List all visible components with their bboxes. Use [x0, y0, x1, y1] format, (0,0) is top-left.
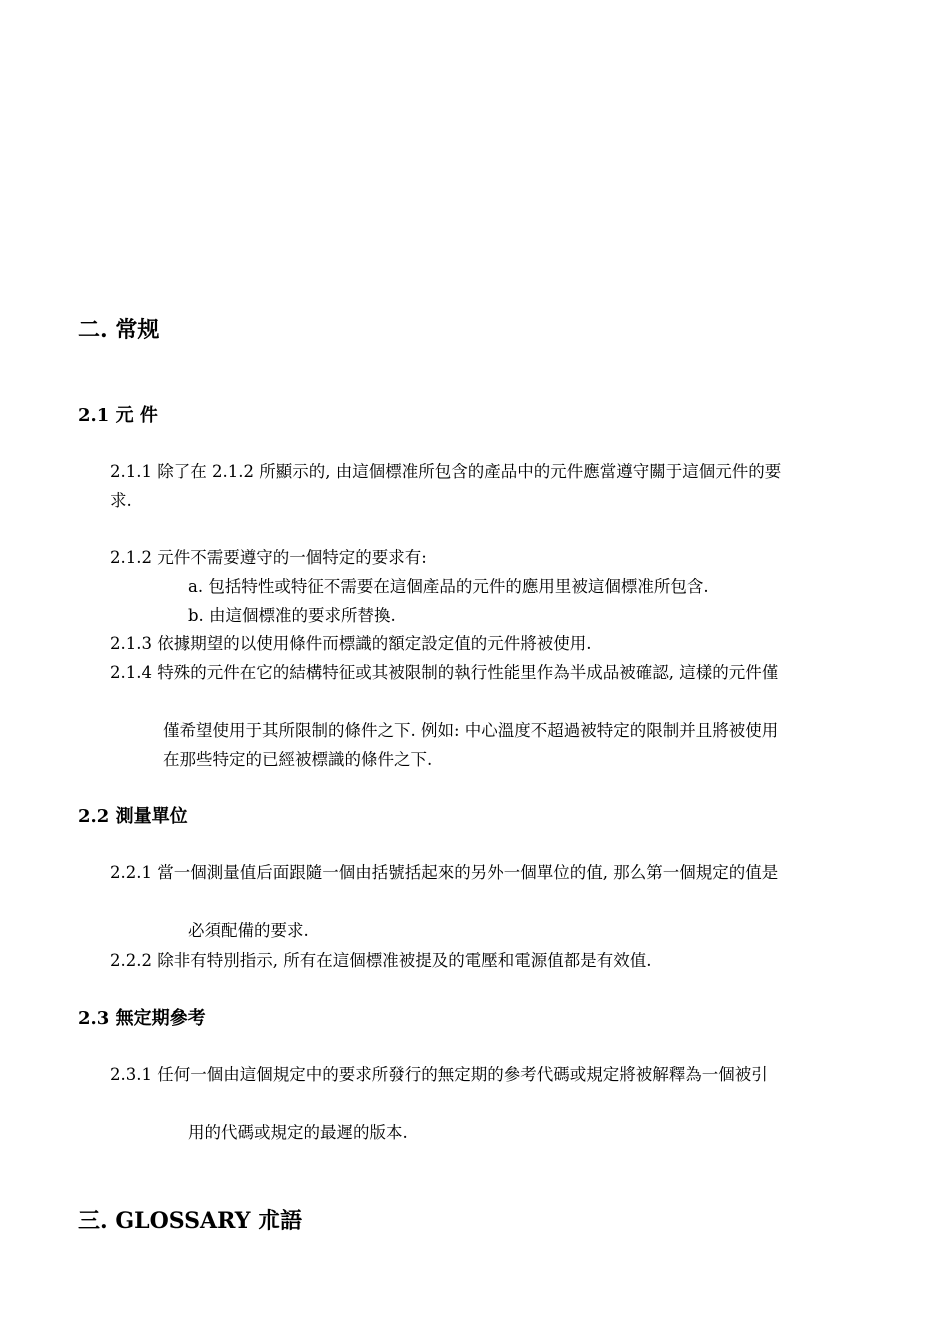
section-3-heading: 三. GLOSSARY 朮語: [78, 1208, 303, 1234]
clause-2-1-2-b: b. 由這個標准的要求所替換.: [188, 606, 396, 625]
section-2-2-heading: 2.2 測量單位: [78, 806, 188, 827]
section-2-heading: 二. 常规: [78, 317, 160, 343]
clause-2-2-1: 2.2.1 當一個測量值后面跟隨一個由括號括起來的另外一個單位的值, 那么第一個規定的值是: [110, 863, 779, 882]
clause-2-1-3: 2.1.3 依據期望的以使用條件而標識的額定設定值的元件將被使用.: [110, 634, 592, 653]
clause-2-1-4-cont-1: 僅希望使用于其所限制的條件之下. 例如: 中心溫度不超過被特定的限制并且將被使用: [163, 721, 779, 740]
section-2-3-heading: 2.3 無定期參考: [78, 1008, 206, 1029]
clause-2-1-1: 2.1.1 除了在 2.1.2 所顯示的, 由這個標准所包含的產品中的元件應當遵守關于這個元件的要: [110, 462, 782, 481]
clause-2-1-2-a: a. 包括特性或特征不需要在這個產品的元件的應用里被這個標准所包含.: [188, 577, 709, 596]
clause-2-2-2: 2.2.2 除非有特別指示, 所有在這個標准被提及的電壓和電源值都是有效值.: [110, 951, 652, 970]
clause-2-1-4: 2.1.4 特殊的元件在它的結構特征或其被限制的執行性能里作為半成品被確認, 這樣的元件僅: [110, 663, 779, 682]
clause-2-3-1: 2.3.1 任何一個由這個規定中的要求所發行的無定期的參考代碼或規定將被解釋為一個被引: [110, 1065, 768, 1084]
section-2-1-heading: 2.1 元 件: [78, 405, 158, 426]
clause-2-1-2: 2.1.2 元件不需要遵守的一個特定的要求有:: [110, 548, 427, 567]
clause-2-3-1-cont: 用的代碼或規定的最遲的版本.: [188, 1123, 408, 1142]
clause-2-1-1-cont: 求.: [110, 491, 132, 510]
clause-2-1-4-cont-2: 在那些特定的已經被標識的條件之下.: [163, 750, 433, 769]
clause-2-2-1-cont: 必須配備的要求.: [188, 921, 309, 940]
